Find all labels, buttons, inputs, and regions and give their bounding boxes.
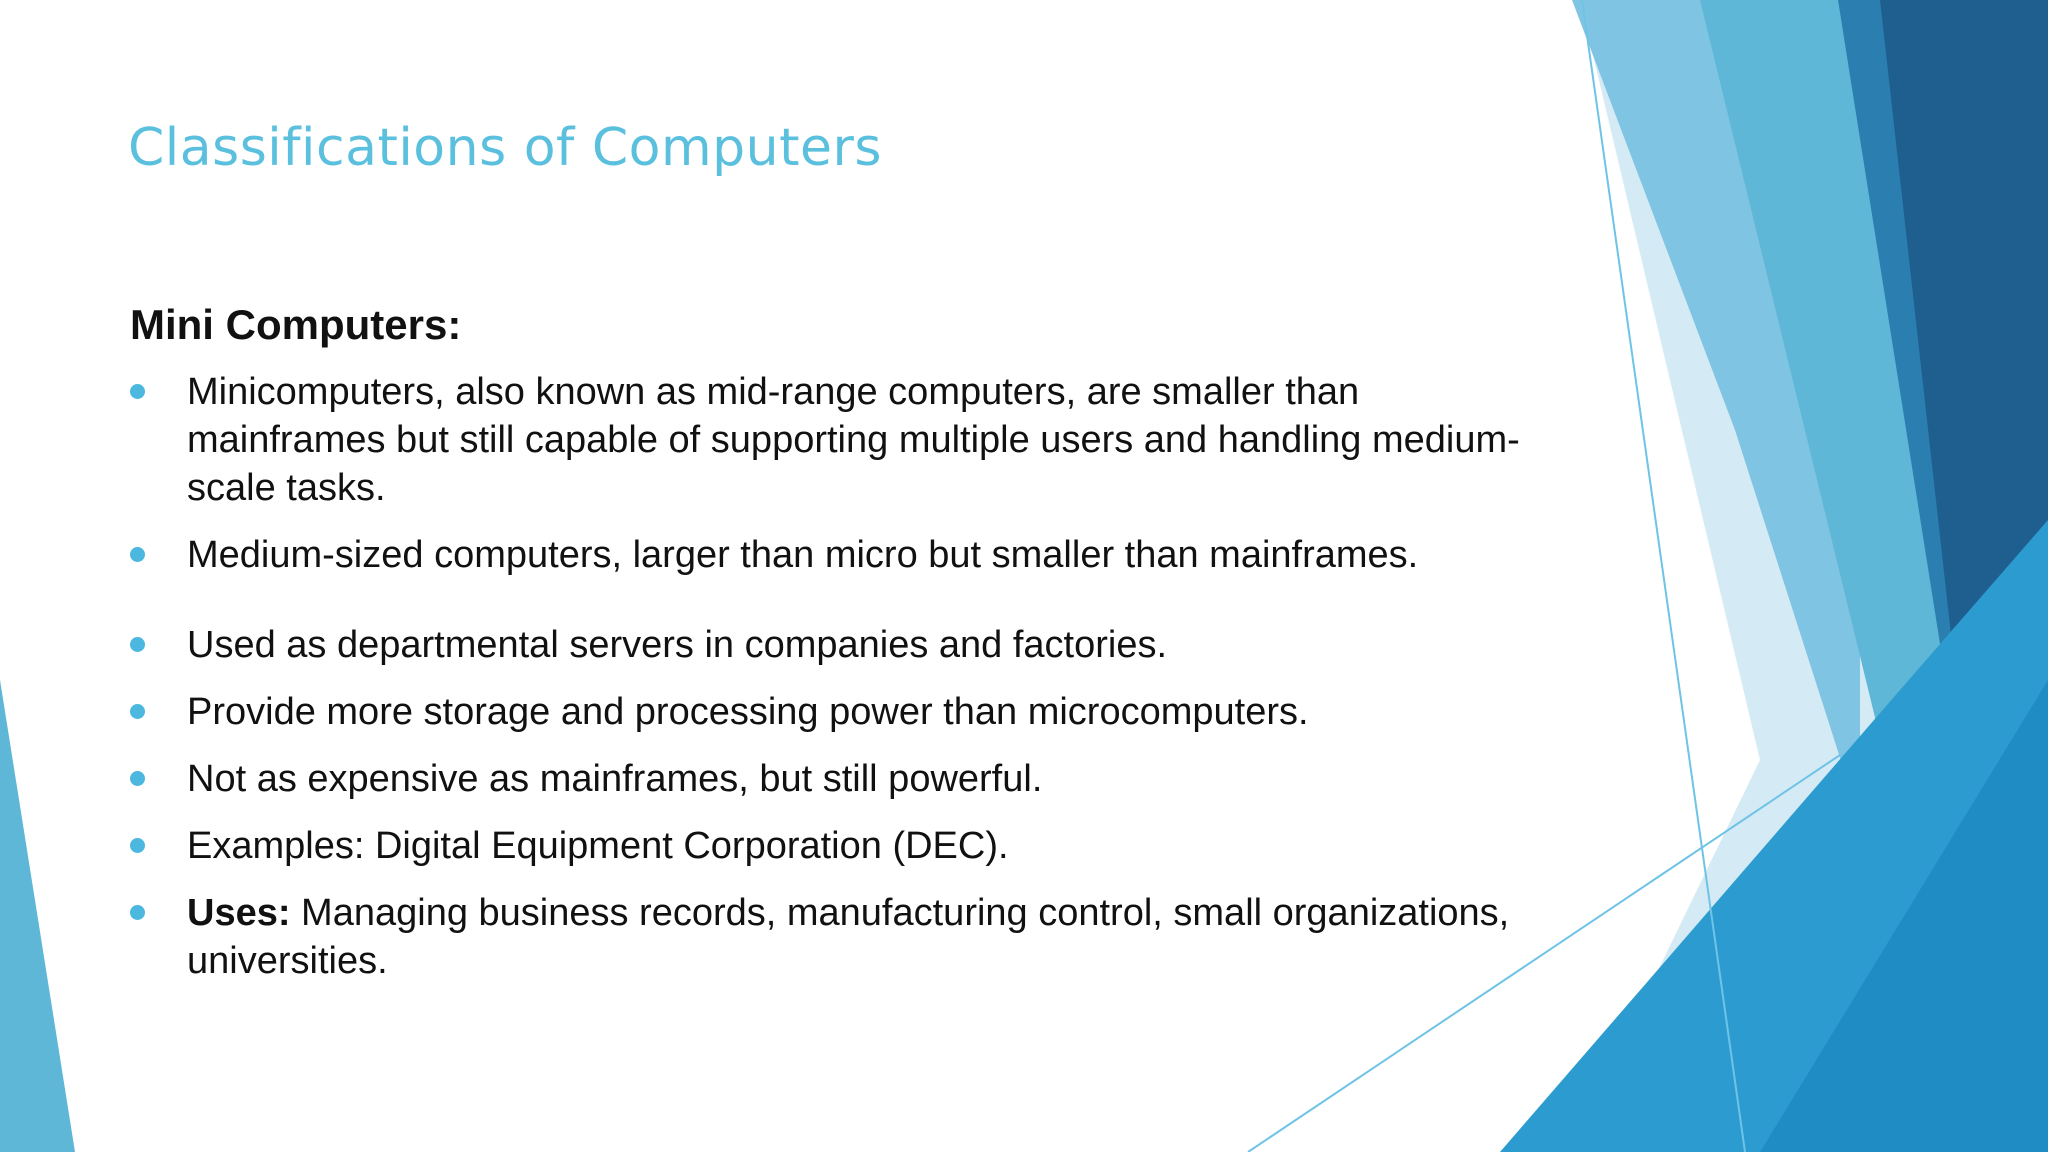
list-item bbox=[130, 531, 1550, 579]
bullet-dot-icon bbox=[130, 838, 145, 853]
bullet-text: Provide more storage and processing power than microcomputers. bbox=[187, 691, 1309, 733]
list-item bbox=[130, 688, 1550, 736]
list-item bbox=[130, 889, 1550, 985]
bullet-list bbox=[130, 368, 1550, 1004]
bullet-dot-icon bbox=[130, 384, 145, 399]
list-item bbox=[130, 621, 1550, 669]
bullet-text: Used as departmental servers in companies and factories. bbox=[187, 624, 1168, 666]
bullet-dot-icon bbox=[130, 637, 145, 652]
left-edge-shape bbox=[0, 680, 75, 1152]
bullet-dot-icon bbox=[130, 547, 145, 562]
bullet-label-uses: Uses: bbox=[187, 892, 291, 934]
bullet-text: Minicomputers, also known as mid-range computers, are smaller than mainframes but still capable of supporting multiple users and handling medium-scale tasks. bbox=[187, 371, 1520, 509]
bullet-dot-icon bbox=[130, 905, 145, 920]
list-item bbox=[130, 368, 1550, 512]
bullet-text: Examples: Digital Equipment Corporation (DEC). bbox=[187, 825, 1009, 867]
list-item bbox=[130, 755, 1550, 803]
bullet-text: Managing business records, manufacturing control, small organizations, universities. bbox=[187, 892, 1510, 982]
slide-title: Classifications of Computers bbox=[128, 118, 882, 178]
bullet-text: Not as expensive as mainframes, but still powerful. bbox=[187, 758, 1043, 800]
bullet-dot-icon bbox=[130, 771, 145, 786]
list-item bbox=[130, 822, 1550, 870]
bullet-text: Medium-sized computers, larger than micro but smaller than mainframes. bbox=[187, 534, 1419, 576]
bullet-dot-icon bbox=[130, 704, 145, 719]
section-heading: Mini Computers: bbox=[130, 301, 462, 348]
